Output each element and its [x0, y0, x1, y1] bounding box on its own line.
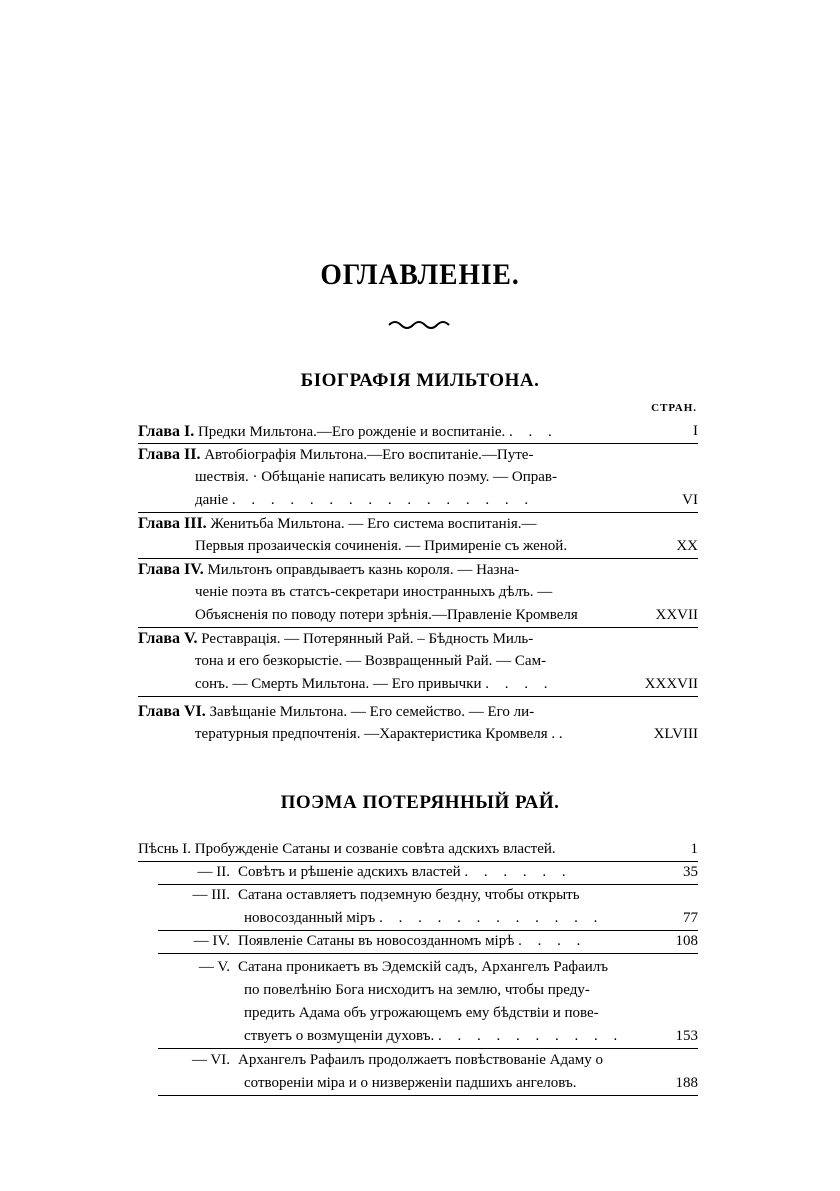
song-entry[interactable]: — II. Совѣтъ и рѣшеніе адскихъ властей . . . . . . 35	[138, 861, 698, 885]
page-title: ОГЛАВЛЕНІЕ.	[320, 258, 520, 291]
chapter-text: ченіе поэта въ статсъ-секретари иностранныхъ дѣлъ. —	[195, 584, 553, 600]
song-text: по повелѣнію Бога нисходитъ на землю, чтобы преду-	[244, 982, 590, 998]
song-text: Сатана проникаетъ въ Эдемскій садъ, Архангелъ Рафаилъ	[238, 959, 608, 975]
chapter-entry[interactable]	[138, 558, 698, 628]
page-number: XXVII	[655, 607, 698, 623]
chapter-label: Глава IV.	[138, 561, 204, 578]
page-number: VI	[682, 492, 698, 508]
song-prefix: —	[198, 959, 214, 975]
page-number: 77	[683, 910, 698, 926]
chapter-text: Мильтонъ оправдываетъ казнь короля. — Назна-	[207, 562, 520, 578]
page-number: 108	[675, 933, 698, 949]
chapter-text: сонъ. — Смерть Мильтона. — Его привычки	[195, 676, 482, 692]
song-entry[interactable]	[138, 838, 698, 862]
page-number: XX	[676, 538, 698, 554]
song-text: Пробужденіе Сатаны и созваніе совѣта адскихъ властей.	[194, 841, 556, 857]
chapter-entry[interactable]: Глава II. Автобіографія Мильтона.—Его воспитаніе.—Путе- шествія. · Обѣщаніе написать великую поэму. — Оправ- даніе . . . . . . . . . . . . . . . . VI	[138, 443, 698, 513]
page-number: 188	[675, 1075, 698, 1091]
biography-heading: БІОГРАФІЯ МИЛЬТОНА.	[300, 370, 540, 391]
page-number: 153	[675, 1028, 698, 1044]
chapter-text: Завѣщаніе Мильтона. — Его семейство. — Его ли-	[209, 704, 535, 720]
page-number: XLVIII	[653, 726, 698, 742]
song-entry[interactable]: — IV. Появленіе Сатаны въ новосозданномъ мірѣ . . . . 108	[138, 930, 698, 954]
song-text: Архангелъ Рафаилъ продолжаетъ повѣствованіе Адаму о	[238, 1052, 604, 1068]
poem-heading: ПОЭМА ПОТЕРЯННЫЙ РАЙ.	[280, 792, 560, 813]
song-text: ствуетъ о возмущеніи духовъ.	[244, 1028, 435, 1044]
chapter-text: тературныя предпочтенія. —Характеристика Кромвеля . .	[195, 726, 563, 742]
chapter-text: шествія. · Обѣщаніе написать великую поэму. — Оправ-	[195, 469, 557, 485]
chapter-text: Женитьба Мильтона. — Его система воспитанія.—	[210, 516, 537, 532]
chapter-entry[interactable]	[138, 700, 698, 746]
chapter-text: Реставрація. — Потерянный Рай. – Бѣдность Миль-	[201, 631, 534, 647]
song-text: Появленіе Сатаны въ новосозданномъ мірѣ	[238, 933, 515, 949]
song-prefix: —	[197, 864, 213, 880]
song-prefix: —	[191, 1052, 207, 1068]
chapter-text: Объясненія по поводу потери зрѣнія.—Правленіе Кромвеля	[195, 607, 578, 623]
song-number: IV.	[212, 933, 230, 949]
chapter-entry[interactable]: Глава I. Предки Мильтона.—Его рожденіе и воспитаніе. . . . I	[138, 420, 698, 444]
song-number: II.	[216, 864, 230, 880]
song-text: Совѣтъ и рѣшеніе адскихъ властей	[238, 864, 461, 880]
song-entry[interactable]: — III. Сатана оставляетъ подземную бездну, чтобы открыть новосозданный міръ . . . . . . . . . . . . 77	[138, 884, 698, 931]
song-prefix: —	[192, 887, 208, 903]
chapter-text: тона и его безкорыстіе. — Возвращенный Рай. — Сам-	[195, 653, 547, 669]
song-entry[interactable]	[138, 1049, 698, 1096]
page-number: I	[693, 423, 698, 439]
song-prefix: Пѣснь	[138, 841, 179, 857]
page-number: XXXVII	[644, 676, 698, 692]
page-number: 1	[690, 841, 698, 857]
page-column-label: СТРАН.	[651, 402, 697, 414]
chapter-label: Глава III.	[138, 515, 207, 532]
chapter-label: Глава V.	[138, 630, 198, 647]
chapter-label: Глава II.	[138, 446, 201, 463]
chapter-text: даніе	[195, 492, 229, 508]
decorative-flourish	[387, 318, 453, 330]
song-number: III.	[211, 887, 230, 903]
song-number: VI.	[210, 1052, 230, 1068]
chapter-label: Глава VI.	[138, 703, 206, 720]
song-number: V.	[217, 959, 230, 975]
song-prefix: —	[193, 933, 209, 949]
chapter-text: Автобіографія Мильтона.—Его воспитаніе.—Путе-	[204, 447, 534, 463]
song-text: Сатана оставляетъ подземную бездну, чтобы открыть	[238, 887, 580, 903]
song-text: сотвореніи міра и о низверженіи падшихъ ангеловъ.	[244, 1075, 577, 1091]
chapter-entry[interactable]	[138, 512, 698, 559]
chapter-label: Глава I.	[138, 423, 195, 440]
song-entry[interactable]: — V. Сатана проникаетъ въ Эдемскій садъ, Архангелъ Рафаилъ по повелѣнію Бога нисходитъ на землю, чтобы преду- предить Адама объ угрожающемъ ему бѣдствіи и пове- ствуетъ о возмущеніи духовъ. . . . . . . . . . . 153	[138, 956, 698, 1049]
song-text: предить Адама объ угрожающемъ ему бѣдствіи и пове-	[244, 1005, 599, 1021]
chapter-text: Первыя прозаическія сочиненія. — Примиреніе съ женой.	[195, 538, 568, 554]
chapter-text: Предки Мильтона.—Его рожденіе и воспитаніе.	[197, 424, 506, 440]
song-text: новосозданный міръ	[244, 910, 376, 926]
song-number: I.	[182, 841, 192, 857]
chapter-entry[interactable]: Глава V. Реставрація. — Потерянный Рай. – Бѣдность Миль- тона и его безкорыстіе. — Возвращенный Рай. — Сам- сонъ. — Смерть Мильтона. — Его привычки . . . . XXXVII	[138, 627, 698, 697]
page-number: 35	[683, 864, 698, 880]
